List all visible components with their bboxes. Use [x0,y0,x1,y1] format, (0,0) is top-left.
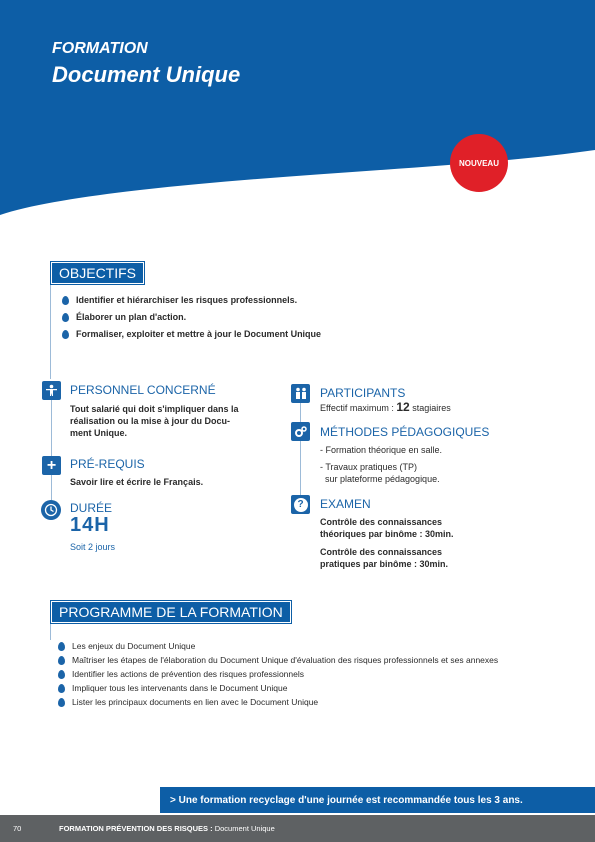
question-icon: ? [291,495,310,514]
left-column-connector [51,400,52,500]
methodes-heading: MÉTHODES PÉDAGOGIQUES [320,425,490,439]
drop-bullet-icon [58,670,65,679]
participants-count: 12 [396,400,410,414]
personnel-text: Tout salarié qui doit s'impliquer dans la réalisation ou la mise à jour du Docu- ment Unique. [70,404,239,438]
list-item: Formaliser, exploiter et mettre à jour le Document Unique [62,326,542,343]
page-title: Document Unique [52,62,241,87]
list-item: Maîtriser les étapes de l'élaboration du Document Unique d'évaluation des risques professionnels et ses annexes [58,653,558,667]
drop-bullet-icon [62,313,69,322]
list-item: Identifier les actions de prévention des risques professionnels [58,667,558,681]
right-column-connector [300,400,301,500]
examen-heading: EXAMEN [320,497,371,511]
objectifs-connector [50,284,51,379]
header-kicker: FORMATION [52,40,148,57]
drop-bullet-icon [62,330,69,339]
header-title-block [52,40,240,88]
person-icon [42,381,61,400]
duree-heading: DURÉE [70,501,113,515]
drop-bullet-icon [62,296,69,305]
methodes-text: - Formation théorique en salle. - Travaux pratiques (TP) sur plateforme pédagogique. [320,445,443,484]
programme-connector [50,622,51,640]
list-item: Élaborer un plan d'action. [62,309,542,326]
prerequis-heading: PRÉ-REQUIS [70,457,145,471]
clock-icon [41,500,61,520]
duree-subtext: Soit 2 jours [70,542,116,552]
recyclage-banner: > Une formation recyclage d'une journée est recommandée tous les 3 ans. [160,787,595,813]
drop-bullet-icon [58,642,65,651]
plus-icon: + [42,456,61,475]
duree-value: 14H [70,514,110,536]
objectifs-heading: OBJECTIFS [50,261,145,285]
participants-heading: PARTICIPANTS [320,386,406,400]
prerequis-text: Savoir lire et écrire le Français. [70,477,204,487]
gears-icon [291,422,310,441]
page-number: 70 [13,824,22,833]
new-badge: NOUVEAU [450,134,508,192]
list-item: Lister les principaux documents en lien avec le Document Unique [58,695,558,709]
list-item: Les enjeux du Document Unique [58,639,558,653]
footer-bar [0,815,595,842]
programme-list [58,639,558,709]
list-item: Impliquer tous les intervenants dans le Document Unique [58,681,558,695]
group-icon [291,384,310,403]
footer-section: FORMATION PRÉVENTION DES RISQUES : Document Unique [59,824,275,833]
list-item: Identifier et hiérarchiser les risques professionnels. [62,292,542,309]
participants-text: Effectif maximum : 12 stagiaires [320,400,451,414]
personnel-heading: PERSONNEL CONCERNÉ [70,383,216,397]
drop-bullet-icon [58,698,65,707]
programme-heading: PROGRAMME DE LA FORMATION [50,600,292,624]
objectifs-list [62,292,542,343]
drop-bullet-icon [58,656,65,665]
drop-bullet-icon [58,684,65,693]
header-wave [0,0,595,230]
examen-text: Contrôle des connaissances théoriques par binôme : 30min. Contrôle des connaissances pratiques par binôme : 30min. [320,517,454,569]
